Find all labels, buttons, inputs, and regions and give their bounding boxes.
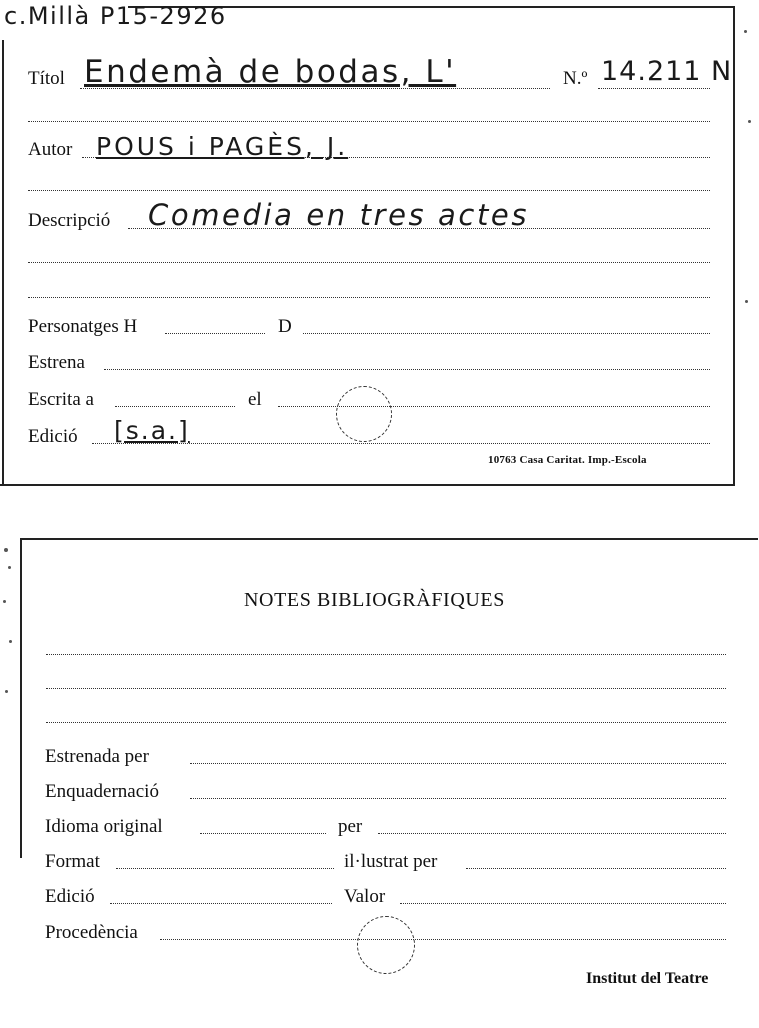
format-label: Format — [45, 851, 100, 872]
speckle — [744, 30, 747, 33]
estrena-label: Estrena — [28, 352, 85, 373]
stamp-circle — [336, 386, 392, 442]
personatges-d-label: D — [278, 316, 292, 337]
stamp-circle-2 — [357, 916, 415, 974]
register-number: 14.211 N — [601, 56, 733, 87]
personatges-d-line — [303, 333, 710, 334]
edicio2-label: Edició — [45, 886, 95, 907]
autor-extra-line — [28, 190, 710, 191]
illustrat-per-label: il·lustrat per — [344, 851, 438, 872]
printer-imprint: 10763 Casa Caritat. Imp.-Escola — [488, 454, 647, 466]
descripcio-extra-line-2 — [28, 297, 710, 298]
card1-right-border — [733, 6, 735, 484]
edicio-value: [s.a.] — [114, 416, 190, 445]
idioma-original-line — [200, 833, 326, 834]
number-label: N.º — [563, 68, 588, 89]
enquadernacio-label: Enquadernació — [45, 781, 159, 802]
institution-name: Institut del Teatre — [586, 970, 709, 987]
enquadernacio-line — [190, 798, 726, 799]
edicio-label: Edició — [28, 426, 78, 447]
procedencia-line — [160, 939, 726, 940]
procedencia-label: Procedència — [45, 922, 138, 943]
speckle — [748, 120, 751, 123]
descripcio-value: Comedia en tres actes — [148, 198, 530, 232]
speckle — [3, 600, 6, 603]
format-line — [116, 868, 334, 869]
descripcio-extra-line-1 — [28, 262, 710, 263]
estrena-line — [104, 369, 710, 370]
card1-bottom-border — [0, 484, 735, 486]
escrita-line — [115, 406, 235, 407]
descripcio-label: Descripció — [28, 210, 111, 231]
notes-line-3 — [46, 722, 726, 723]
illustrat-per-line — [466, 868, 726, 869]
edicio2-line — [110, 903, 332, 904]
idioma-original-label: Idioma original — [45, 816, 163, 837]
estrenada-per-label: Estrenada per — [45, 746, 149, 767]
speckle — [9, 640, 12, 643]
per-label: per — [338, 816, 363, 837]
valor-label: Valor — [344, 886, 386, 907]
estrenada-per-line — [190, 763, 726, 764]
autor-value: POUS i PAGÈS, J. — [96, 132, 349, 161]
notes-line-1 — [46, 654, 726, 655]
speckle — [8, 566, 11, 569]
titol-value: Endemà de bodas, L' — [84, 54, 457, 90]
valor-line — [400, 903, 726, 904]
speckle — [745, 300, 748, 303]
personatges-h-line — [165, 333, 265, 334]
titol-extra-line — [28, 121, 710, 122]
escrita-label: Escrita a — [28, 389, 94, 410]
catalog-reference: c.Millà P15-2926 — [4, 2, 227, 30]
notes-heading: NOTES BIBLIOGRÀFIQUES — [244, 589, 505, 611]
autor-label: Autor — [28, 139, 73, 160]
escrita-el-label: el — [248, 389, 262, 410]
notes-line-2 — [46, 688, 726, 689]
personatges-label: Personatges H — [28, 316, 138, 337]
card2-top-border — [20, 538, 758, 540]
card2-left-border — [20, 538, 22, 858]
card1-left-border — [2, 40, 4, 485]
per-line — [378, 833, 726, 834]
titol-label: Títol — [28, 68, 65, 89]
speckle — [4, 548, 8, 552]
number-line — [598, 88, 710, 89]
speckle — [5, 690, 8, 693]
